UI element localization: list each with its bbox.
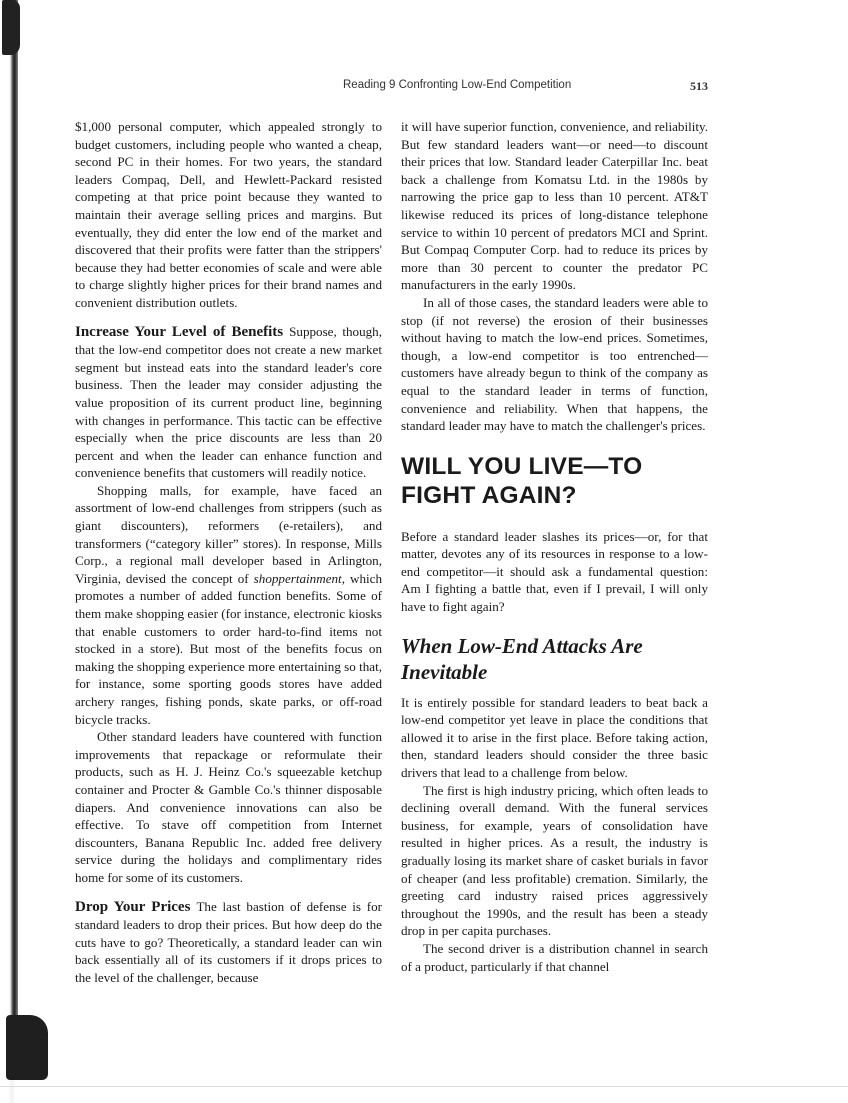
- paragraph: it will have superior function, convenience, and reliability. But few standard leaders want—or need—to discount their prices that low. Standard leader Caterpillar Inc. beat back a challenge from Komatsu Ltd. in the 1980s by narrowing the price gap to less than 10 percent. AT&T likewise reduced its prices of long-distance telephone service to within 10 percent of predators MCI and Sprint. But Compaq Computer Corp. had to reduce its prices by more than 30 percent to counter the predator PC manufacturers in the early 1990s.: [401, 119, 708, 293]
- paragraph-text: The last bastion of defense is for standard leaders to drop their prices. But how deep do the cuts have to go? Theoretically, a standard leader can win back essentially all of its customers if it drops prices to the level of the challenger, because: [75, 898, 382, 985]
- italic-term: shoppertainment: [253, 570, 342, 586]
- section-drop-prices: [75, 898, 382, 987]
- section-heading: WILL YOU LIVE—TO FIGHT AGAIN?: [401, 452, 643, 509]
- scan-mark-top: [2, 0, 20, 55]
- paragraph-text: Shopping malls, for example, have faced an assortment of low-end challenges from strippers (such as giant discounters), reformers (e-retailers), and transformers (“category killer” stores). In response, Mills Corp., a regional mall developer based in Arlington, Virginia, devised the concept of: [75, 482, 382, 586]
- paragraph-text: Suppose, though, that the low-end competitor does not create a new market segment but instead eats into the standard leader's core business. Then the leader may consider adjusting the value proposition of its current product line, beginning with changes in performance. This tactic can be effective especially when the price discounts are less than 20 percent and when the leader can enhance function and convenience benefits that customers will readily notice.: [75, 323, 382, 481]
- runin-heading: Increase Your Level of Benefits: [75, 323, 284, 340]
- paragraph: Other standard leaders have countered with function improvements that repackage or reformulate their products, such as H. J. Heinz Co.'s squeezable ketchup container and Procter & Gamble Co.'s thinner disposable diapers. And convenience innovations can also be effective. To stave off competition from Internet discounters, Banana Republic Inc. added free delivery service during the holidays and complimentary rides home for some of its customers.: [75, 729, 382, 885]
- paragraph-text: , which promotes a number of added function benefits. Some of them make shopping easier (for instance, electronic kiosks that enable customers to order hard-to-find items not stocked in a store). But most of the benefits focus on making the shopping experience more entertaining so that, for instance, some sporting goods stores have added archery ranges, fishing ponds, skate parks, or off-road bicycle tracks.: [75, 570, 382, 727]
- paragraph: It is entirely possible for standard leaders to beat back a low-end competitor yet leave in place the conditions that allowed it to arise in the first place. Before taking action, then, standard leaders should consider the three basic drivers that lead to a challenge from below.: [401, 694, 708, 781]
- binding-shadow: [10, 0, 18, 1080]
- paragraph: $1,000 personal computer, which appealed strongly to budget customers, including people who wanted a cheap, second PC in their homes. For two years, the standard leaders Compaq, Dell, and Hewlett-Packard resisted competing at that price point because they wanted to maintain their average selling prices and margins. But eventually, they did enter the low end of the market and discovered that their profits were fatter than the strippers' because they had better economies of scale and were able to charge slightly higher prices for their brand names and convenient distribution outlets.: [75, 119, 382, 310]
- paragraph: Before a standard leader slashes its prices—or, for that matter, devotes any of its resources in response to a low-end competitor—it should ask a fundamental question: Am I fighting a battle that, even if I prevail, I will only have to fight again?: [401, 528, 708, 615]
- paragraph: In all of those cases, the standard leaders were able to stop (if not reverse) the erosion of their businesses without having to match the low-end prices. Sometimes, though, a low-end competitor is too entrenched—customers have already begun to think of the company as equal to the standard leader in terms of function, convenience and reliability. When that happens, the standard leader may have to match the challenger's prices.: [401, 294, 708, 434]
- runin-heading: Drop Your Prices: [75, 898, 191, 915]
- paragraph-shopping-malls: [75, 482, 382, 728]
- section-increase-benefits: [75, 323, 382, 482]
- right-column: [401, 118, 708, 975]
- running-head: [343, 79, 708, 95]
- paragraph: The second driver is a distribution channel in search of a product, particularly if that channel: [401, 940, 708, 974]
- scan-bottom-edge: [0, 1086, 848, 1087]
- subsection-heading: When Low-End Attacks Are Inevitable: [401, 633, 643, 684]
- scan-mark-bottom: [6, 1015, 48, 1080]
- page-number: 513: [690, 79, 708, 93]
- left-column: [75, 118, 382, 987]
- paragraph: The first is high industry pricing, which often leads to declining overall demand. With the funeral services business, for example, years of consolidation have resulted in higher prices. As a result, the industry is gradually losing its market share of casket burials in favor of cheaper (and less profitable) cremation. Similarly, the greeting card industry raised prices aggressively throughout the 1990s, and the result has been a steady drop in per capita purchases.: [401, 782, 708, 939]
- running-head-title: Reading 9 Confronting Low-End Competition: [343, 79, 572, 91]
